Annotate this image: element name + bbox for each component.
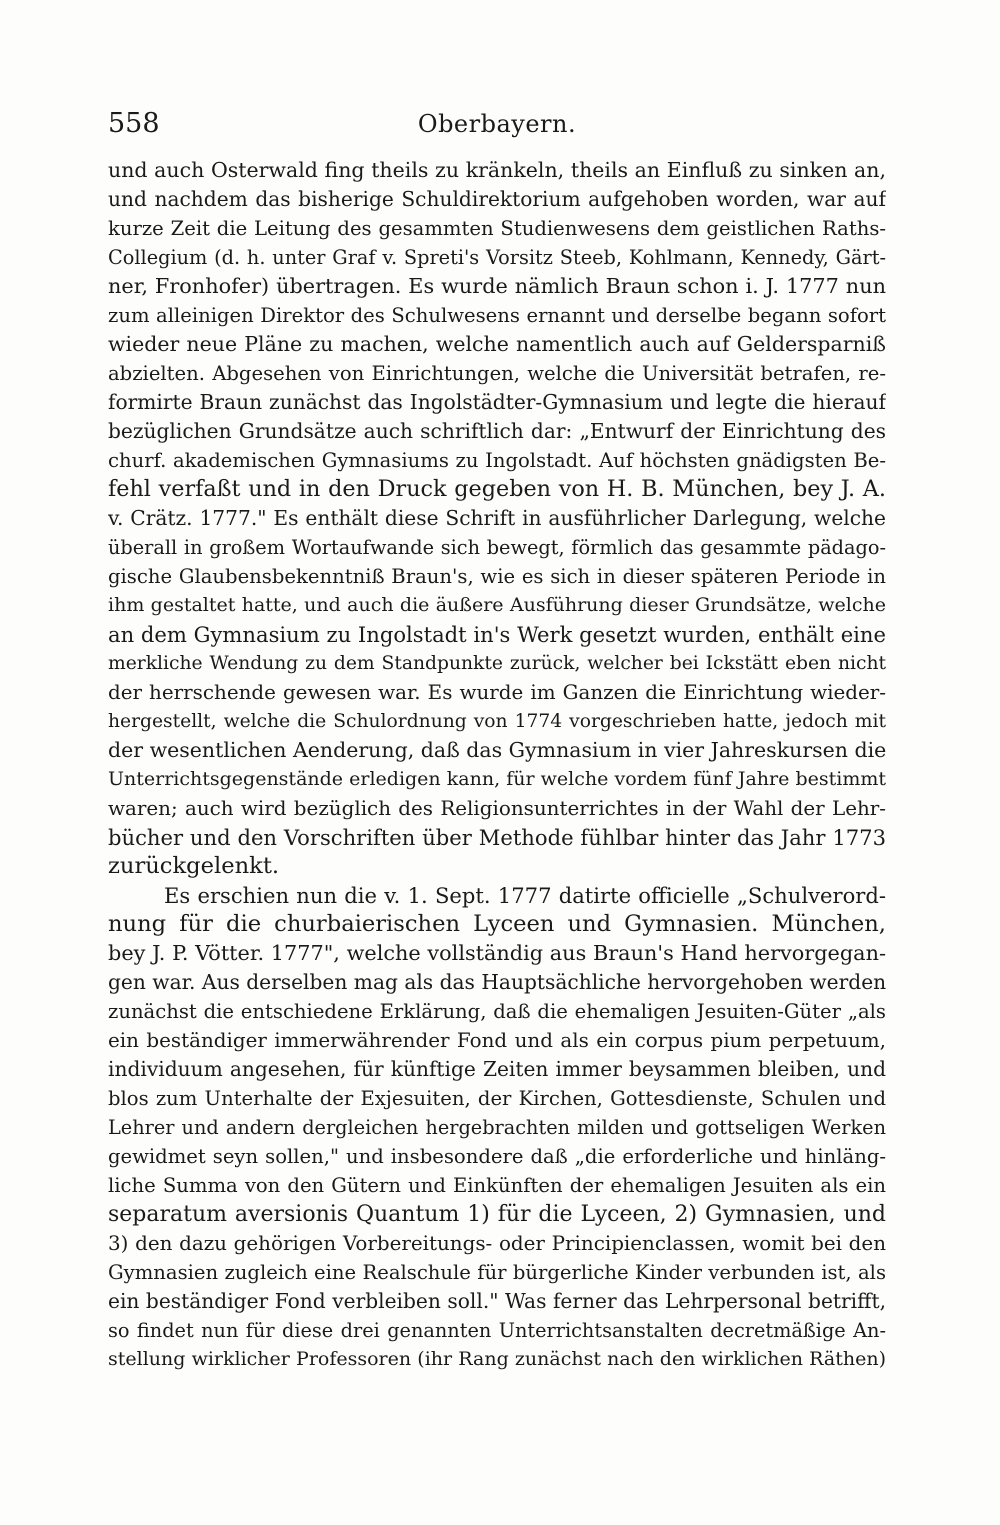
text-line: ner, Fronhofer) übertragen. Es wurde nämlich Braun schon i. J. 1777 nun [108,274,886,298]
text-line: wieder neue Pläne zu machen, welche namentlich auch auf Geldersparniß [108,332,886,356]
page-number: 558 [108,108,160,139]
text-line: Collegium (d. h. unter Graf v. Spreti's Vorsitz Steeb, Kohlmann, Kennedy, Gärt- [108,246,886,269]
text-line: so findet nun für diese drei genannten Unterrichtsanstalten decretmäßige An- [108,1319,886,1342]
text-line: ihm gestaltet hatte, und auch die äußere Ausführung dieser Grundsätze, welche [108,594,886,616]
paragraph-start-line: Es erschien nun die v. 1. Sept. 1777 datirte officielle „Schulverord- [164,883,886,908]
text-line: zum alleinigen Direktor des Schulwesens ernannt und derselbe begann sofort [108,304,886,327]
text-line: gewidmet seyn sollen," und insbesondere daß „die erforderliche und hinläng- [108,1145,886,1168]
text-line: hergestellt, welche die Schulordnung von 1774 vorgeschrieben hatte, jedoch mit [108,711,886,732]
text-line: stellung wirklicher Professoren (ihr Rang zunächst nach den wirklichen Räthen) [108,1348,886,1370]
text-line: fehl verfaßt und in den Druck gegeben von H. B. München, bey J. A. [108,476,886,502]
text-line: der herrschende gewesen war. Es wurde im Ganzen die Einrichtung wieder- [108,681,886,704]
text-line: v. Crätz. 1777." Es enthält diese Schrift in ausführlicher Darlegung, welche [108,506,886,530]
text-line: an dem Gymnasium zu Ingolstadt in's Werk gesetzt wurden, enthält eine [108,622,886,647]
text-line: blos zum Unterhalte der Exjesuiten, der Kirchen, Gottesdienste, Schulen und [108,1087,886,1110]
text-line: abzielten. Abgesehen von Einrichtungen, welche die Universität betrafen, re- [108,362,886,385]
text-line: kurze Zeit die Leitung des gesammten Studienwesens dem geistlichen Raths- [108,217,886,240]
paragraph-end-line: zurückgelenkt. [108,853,280,879]
text-line: gische Glaubensbekenntniß Braun's, wie es sich in dieser späteren Periode in [108,565,886,588]
text-line: separatum aversionis Quantum 1) für die Lyceen, 2) Gymnasien, und [108,1202,886,1227]
body-text [108,156,886,1374]
text-line: bey J. P. Vötter. 1777", welche vollständig aus Braun's Hand hervorgegan- [108,941,886,965]
text-line: bezüglichen Grundsätze auch schriftlich dar: „Entwurf der Einrichtung des [108,419,886,443]
text-line: churf. akademischen Gymnasiums zu Ingolstadt. Auf höchsten gnädigsten Be- [108,449,886,472]
text-line: zunächst die entschiedene Erklärung, daß die ehemaligen Jesuiten-Güter „als [108,1000,886,1023]
text-line: formirte Braun zunächst das Ingolstädter-Gymnasium und legte die hierauf [108,390,886,414]
text-line: individuum angesehen, für künftige Zeiten immer beysammen bleiben, und [108,1057,886,1081]
text-line: Unterrichtsgegenstände erledigen kann, für welche vordem fünf Jahre bestimmt [108,768,886,790]
text-line: ein beständiger immerwährender Fond und als ein corpus pium perpetuum, [108,1029,886,1052]
text-line: der wesentlichen Aenderung, daß das Gymnasium in vier Jahreskursen die [108,738,886,762]
text-line: Lehrer und andern dergleichen hergebrachten milden und gottseligen Werken [108,1116,886,1139]
text-line: gen war. Aus derselben mag als das Hauptsächliche hervorgehoben werden [108,970,886,994]
text-line: Gymnasien zugleich eine Realschule für bürgerliche Kinder verbunden ist, als [108,1261,886,1284]
running-title: Oberbayern. [417,110,577,138]
text-line: überall in großem Wortaufwande sich bewegt, förmlich das gesammte pädago- [108,536,886,559]
text-line: und nachdem das bisherige Schuldirektorium aufgehoben worden, war auf [108,187,886,211]
text-line: ein beständiger Fond verbleiben soll." Was ferner das Lehrpersonal betrifft, [108,1289,886,1313]
text-line: nung für die churbaierischen Lyceen und Gymnasien. München, [108,911,886,937]
text-line: merkliche Wendung zu dem Standpunkte zurück, welcher bei Ickstätt eben nicht [108,653,886,674]
running-head [108,104,886,144]
text-line: 3) den dazu gehörigen Vorbereitungs- oder Principienclassen, womit bei den [108,1232,886,1255]
text-line: waren; auch wird bezüglich des Religionsunterrichtes in der Wahl der Lehr- [108,797,886,820]
text-line: bücher und den Vorschriften über Methode fühlbar hinter das Jahr 1773 [108,825,886,850]
text-line: und auch Osterwald fing theils zu kränkeln, theils an Einfluß zu sinken an, [108,158,886,182]
text-line: liche Summa von den Gütern und Einkünften der ehemaligen Jesuiten als ein [108,1174,886,1197]
